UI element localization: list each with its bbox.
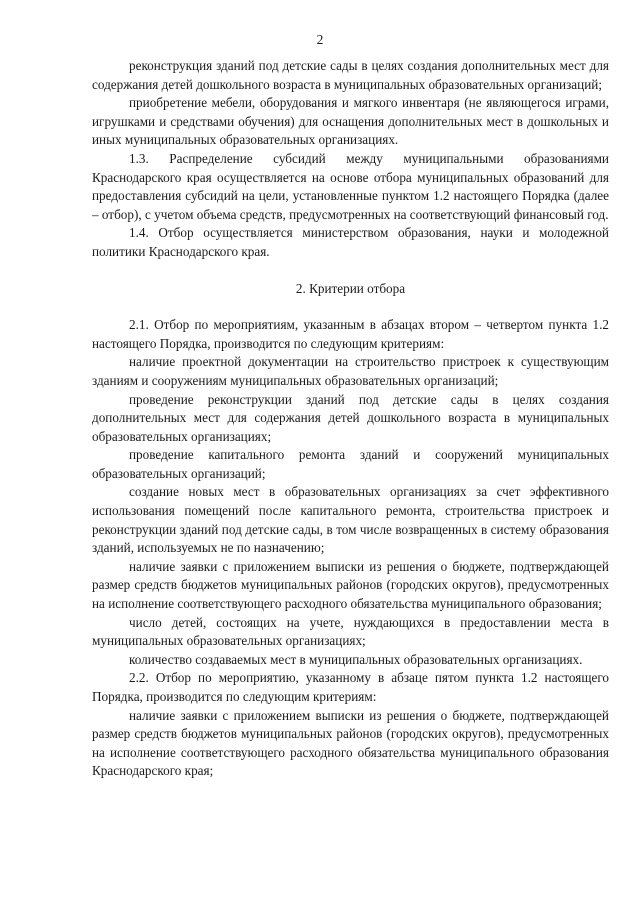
document-body: [92, 57, 609, 781]
criterion-application: наличие заявки с приложением выписки из решения о бюджете, подтверждающей размер средств бюджетов муниципальных районов (городских округов), предусмотренных на исполнение соответствующего расходного обязательства муниципального образования;: [92, 558, 609, 612]
criterion-project-documentation: наличие проектной документации на строительство пристроек к существующим зданиям и сооружениям муниципальных образовательных организаций;: [92, 354, 609, 388]
criterion-application-krasnodar: наличие заявки с приложением выписки из решения о бюджете, подтверждающей размер средств бюджетов муниципальных районов (городских округов), предусмотренных на исполнение соответствующего расходного обязательства муниципального образования Краснодарского края;: [92, 707, 609, 779]
paragraph-furniture-purchase: приобретение мебели, оборудования и мягкого инвентаря (не являющегося играми, игрушками и средствами обучения) для оснащения дополнительных мест в дошкольных и иных муниципальных образовательных организациях.: [92, 95, 609, 148]
paragraph-2-2: 2.2. Отбор по мероприятию, указанному в абзаце пятом пункта 1.2 настоящего Порядка, производится по следующим критериям:: [92, 670, 609, 704]
criterion-places-count: количество создаваемых мест в муниципальных образовательных организациях.: [129, 651, 583, 667]
criterion-capital-repair: проведение капитального ремонта зданий и сооружений муниципальных образовательных организаций;: [92, 447, 609, 481]
page-number: 2: [316, 32, 324, 47]
paragraph-1-4: 1.4. Отбор осуществляется министерством образования, науки и молодежной политики Краснодарского края.: [92, 225, 609, 259]
paragraph-1-3: 1.3. Распределение субсидий между муниципальными образованиями Краснодарского края осуществляется на основе отбора муниципальных образований для предоставления субсидий на цели, установленные пунктом 1.2 настоящего Порядка (далее – отбор), с учетом объема средств, предусмотренных на соответствующий финансовый год.: [92, 150, 609, 222]
criterion-reconstruction: проведение реконструкции зданий под детские сады в целях создания дополнительных мест для содержания детей дошкольного возраста в муниципальных образовательных организациях;: [92, 391, 609, 444]
section-heading: 2. Критерии отбора: [295, 280, 406, 296]
paragraph-reconstruction: реконструкция зданий под детские сады в целях создания дополнительных мест для содержания детей дошкольного возраста в муниципальных образовательных организаций;: [92, 58, 609, 92]
criterion-new-places: создание новых мест в образовательных организациях за счет эффективного использования помещений после капитального ремонта, строительства пристроек и реконструкции зданий под детские сады, в том числе возвращенных в систему образования зданий, используемых не по назначению;: [92, 484, 609, 556]
criterion-children-count: число детей, состоящих на учете, нуждающихся в предоставлении места в муниципальных образовательных организациях;: [92, 614, 609, 649]
paragraph-2-1: 2.1. Отбор по мероприятиям, указанным в абзацах втором – четвертом пункта 1.2 настоящего Порядка, производится по следующим критериям:: [92, 317, 609, 351]
